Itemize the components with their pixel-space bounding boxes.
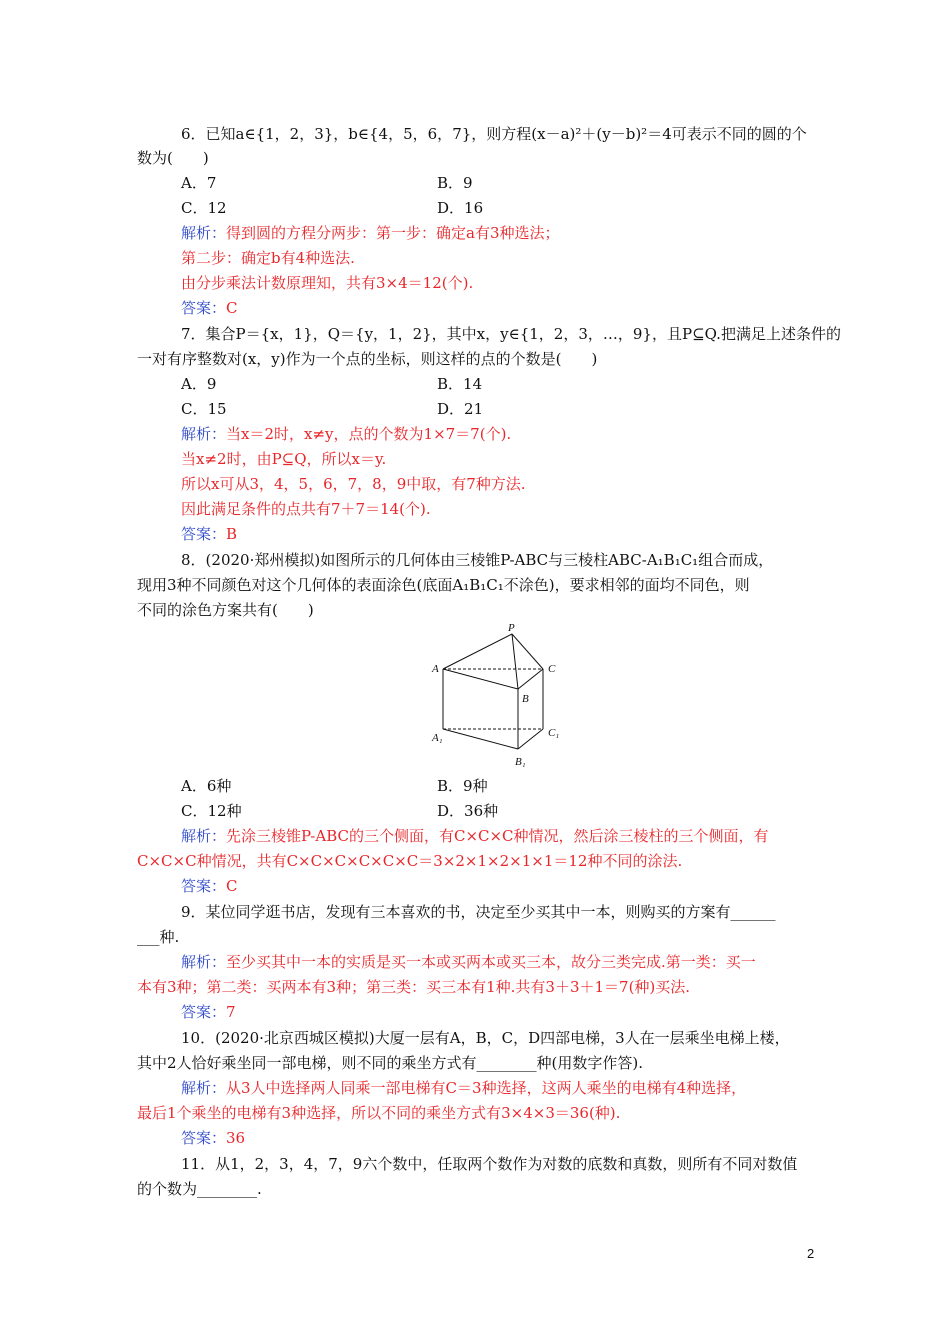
label-b1: B₁ xyxy=(515,756,526,768)
q8-explanation-line2: C×C×C种情况，共有C×C×C×C×C×C＝3×2×1×2×1×1＝12种不同的涂法. xyxy=(137,852,683,870)
q9-answer: 答案：7 xyxy=(181,1003,236,1021)
q6-answer: 答案：C xyxy=(181,299,238,317)
answer-label: 答案： xyxy=(181,1129,227,1147)
q7-answer: 答案：B xyxy=(181,525,238,543)
q11-stem-line1: 11．从1，2，3，4，7，9六个数中，任取两个数作为对数的底数和真数，则所有不同对数值 xyxy=(181,1155,798,1173)
q7-option-d: D．21 xyxy=(437,400,484,418)
q8-option-b: B．9种 xyxy=(437,777,488,795)
label-c1: C₁ xyxy=(548,727,560,739)
q7-stem-line2: 一对有序整数对(x，y)作为一个点的坐标，则这样的点的个数是( ) xyxy=(137,350,598,368)
q10-explanation-line2: 最后1个乘坐的电梯有3种选择，所以不同的乘坐方式有3×4×3＝36(种). xyxy=(137,1104,621,1122)
edge-a1b1 xyxy=(443,729,518,749)
q9-explanation-line1: 解析：至少买其中一本的实质是买一本或买两本或买三本，故分三类完成.第一类：买一 xyxy=(181,953,756,971)
q6-option-a: A．7 xyxy=(181,174,217,192)
q6-option-b: B．9 xyxy=(437,174,473,192)
explanation-label: 解析： xyxy=(181,224,227,242)
q8-stem-line1: 8．(2020·郑州模拟)如图所示的几何体由三棱锥P-ABC与三棱柱ABC-A₁B₁C₁组合而成， xyxy=(181,551,774,569)
explanation-label: 解析： xyxy=(181,1079,227,1097)
edge-ap xyxy=(443,634,512,669)
q7-explanation-line2: 当x≠2时，由P⊆Q，所以x＝y. xyxy=(181,450,387,468)
answer-label: 答案： xyxy=(181,877,227,895)
q6-stem-line1: 6．已知a∈{1，2，3}，b∈{4，5，6，7}，则方程(x－a)²＋(y－b)²＝4可表示不同的圆的个 xyxy=(181,125,807,143)
label-b: B xyxy=(522,693,529,705)
edge-bc xyxy=(518,669,543,689)
q8-option-c: C．12种 xyxy=(181,802,242,820)
answer-label: 答案： xyxy=(181,525,227,543)
q8-stem-line3: 不同的涂色方案共有( ) xyxy=(137,601,314,619)
q6-option-c: C．12 xyxy=(181,199,227,217)
label-a: A xyxy=(432,663,439,675)
edge-b1c1 xyxy=(518,729,543,749)
explanation-label: 解析： xyxy=(181,953,227,971)
answer-label: 答案： xyxy=(181,1003,227,1021)
label-a1: A₁ xyxy=(432,732,443,744)
q6-explanation-line3: 由分步乘法计数原理知，共有3×4＝12(个). xyxy=(181,274,474,292)
q10-explanation-line1: 解析：从3人中选择两人同乘一部电梯有C＝3种选择，这两人乘坐的电梯有4种选择， xyxy=(181,1079,747,1097)
edge-pc xyxy=(512,634,543,669)
explanation-label: 解析： xyxy=(181,425,227,443)
label-p: P xyxy=(508,622,515,634)
q8-answer: 答案：C xyxy=(181,877,238,895)
q6-option-d: D．16 xyxy=(437,199,484,217)
q7-explanation-line3: 所以x可从3，4，5，6，7，8，9中取，有7种方法. xyxy=(181,475,526,493)
prism-pyramid-figure xyxy=(420,622,570,772)
q10-answer: 答案：36 xyxy=(181,1129,246,1147)
q11-stem-line2: 的个数为________. xyxy=(137,1180,262,1198)
q7-stem-line1: 7．集合P＝{x，1}，Q＝{y，1，2}，其中x，y∈{1，2，3，…，9}，且P⊆Q.把满足上述条件的 xyxy=(181,325,841,343)
q10-stem-line2: 其中2人恰好乘坐同一部电梯，则不同的乘坐方式有________种(用数字作答). xyxy=(137,1054,644,1072)
q8-stem-line2: 现用3种不同颜色对这个几何体的表面涂色(底面A₁B₁C₁不涂色)，要求相邻的面均不同色，则 xyxy=(137,576,750,594)
q7-explanation-line4: 因此满足条件的点共有7＋7＝14(个). xyxy=(181,500,431,518)
label-c: C xyxy=(548,663,556,675)
explanation-label: 解析： xyxy=(181,827,227,845)
q7-option-b: B．14 xyxy=(437,375,483,393)
q8-explanation-line1: 解析：先涂三棱锥P-ABC的三个侧面，有C×C×C种情况，然后涂三棱柱的三个侧面，有 xyxy=(181,827,769,845)
q6-stem-line2: 数为( ) xyxy=(137,149,209,167)
q9-explanation-line2: 本有3种；第二类：买两本有3种；第三类：买三本有1种.共有3＋3＋1＝7(种)买法. xyxy=(137,978,691,996)
edge-ab xyxy=(443,669,518,689)
edge-pb xyxy=(512,634,518,689)
q9-stem-line1: 9．某位同学逛书店，发现有三本喜欢的书，决定至少买其中一本，则购买的方案有______ xyxy=(181,903,776,921)
q6-explanation-line1: 解析：得到圆的方程分两步：第一步：确定a有3种选法； xyxy=(181,224,560,242)
q8-option-a: A．6种 xyxy=(181,777,232,795)
page-number: 2 xyxy=(807,1246,815,1261)
q7-option-c: C．15 xyxy=(181,400,227,418)
q8-option-d: D．36种 xyxy=(437,802,499,820)
q10-stem-line1: 10．(2020·北京西城区模拟)大厦一层有A，B，C，D四部电梯，3人在一层乘坐电梯上楼， xyxy=(181,1029,790,1047)
q6-explanation-line2: 第二步：确定b有4种选法. xyxy=(181,249,355,267)
q7-explanation-line1: 解析：当x＝2时，x≠y，点的个数为1×7＝7(个). xyxy=(181,425,512,443)
q9-stem-line2: ___种. xyxy=(137,928,180,946)
answer-label: 答案： xyxy=(181,299,227,317)
q7-option-a: A．9 xyxy=(181,375,217,393)
